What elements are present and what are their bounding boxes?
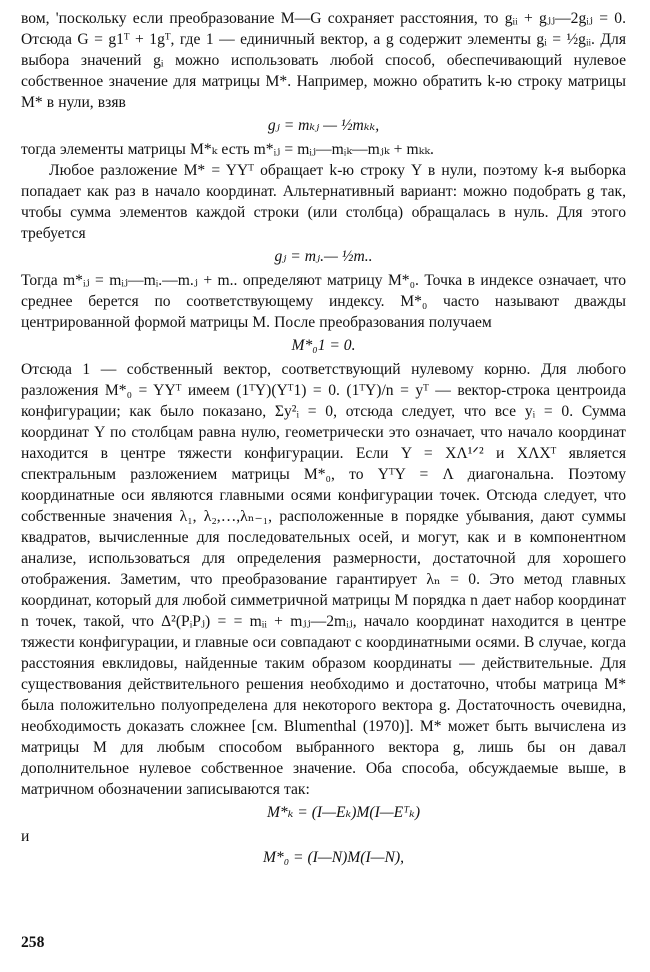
formula-mk-star: M*ₖ = (I—Eₖ)M(I—Eᵀₖ) xyxy=(266,804,421,821)
paragraph-3: Любое разложение M* = YYᵀ обращает k-ю строку Y в нули, поэтому k-я выборка попадает как раз в начало координат. Альтернативный вариант: можно подобрать g так, чтобы сумма элементов каждой строки (или столбца) обращалась в нуль. Для этого требуется xyxy=(21,162,626,242)
formula-m0-star: M*₀ = (I—N)M(I—N), xyxy=(262,849,405,866)
formula-m0-zero: M*₀1 = 0. xyxy=(291,337,356,354)
formula-g-j-mean: gⱼ = mⱼ.— ½m.. xyxy=(274,248,373,265)
page-number: 258 xyxy=(21,934,45,951)
formula-g-j-k: gⱼ = mₖⱼ — ½mₖₖ, xyxy=(267,117,380,134)
paragraph-2: тогда элементы матрицы M*ₖ есть m*ᵢⱼ = mᵢⱼ—mᵢₖ—mⱼₖ + mₖₖ. xyxy=(21,141,434,158)
conjunction-and: и xyxy=(21,828,30,845)
paragraph-4: Тогда m*ᵢⱼ = mᵢⱼ—mᵢ.—m.ⱼ + m.. определяют матрицу M*₀. Точка в индексе означает, что среднее берется по соответствующему индексу. M*₀ часто называют дважды центрированной формой матрицы M. После преобразования получаем xyxy=(21,272,626,331)
paragraph-5: Отсюда 1 — собственный вектор, соответствующий нулевому корню. Для любого разложения M*₀ = YYᵀ имеем (1ᵀY)(Yᵀ1) = 0. (1ᵀY)/n = yᵀ — вектор-строка центроида конфигурации; как было показано, Σy²ᵢ = 0, отсюда следует, что все yᵢ = 0. Сумма координат Y по столбцам равна нулю, геометрически это означает, что начало координат находится в центре тяжести конфигурации. Если Y = XΛ¹ᐟ² и XΛXᵀ является спектральным разложением матрицы M*₀, то YᵀY = Λ диагональна. Поэтому координатные оси являются главными осями конфигурации точек. Отсюда следует, что собственные значения λ₁, λ₂,…,λₙ₋₁, расположенные в порядке убывания, дают суммы квадратов, вычисленные для последовательных осей, и могут, как и в компонентном анализе, использоваться для определения размерности, достаточной для хорошего отображения. Заметим, что преобразование гарантирует λₙ = 0. Это метод главных координат, который для любой симметричной матрицы M порядка n дает набор координат n точек, такой, что Δ²(PᵢPⱼ) = = mᵢᵢ + mⱼⱼ—2mᵢⱼ, начало координат находится в центре тяжести конфигурации, и главные оси совпадают с координатными осями. В случае, когда расстояния евклидовы, найденные таким образом координаты — действительные. Для существования действительного решения необходимо и достаточно, чтобы матрица M* была положительно полуопределена для некоторого вектора g. Достаточность очевидна, необходимость доказать сложнее [см. Blumenthal (1970)]. M* может быть вычислена из матрицы M для любым способом выбранного вектора g, лишь бы он давал дополнительное нулевое собственное значение. Оба способа, обсуждаемые выше, в матричном обозначении записываются так: xyxy=(21,361,626,798)
paragraph-1: вом, 'поскольку если преобразование M—G сохраняет расстояния, то gᵢᵢ + gⱼⱼ—2gᵢⱼ = 0. Отсюда G = g1ᵀ + 1gᵀ, где 1 — единичный вектор, а g содержит элементы gᵢ = ½gᵢᵢ. Для выбора значений gᵢ можно использовать любой способ, обеспечивающий нулевое собственное значение для матрицы M*. Например, можно обратить k-ю строку матрицы M* в нули, взяв xyxy=(21,10,626,111)
